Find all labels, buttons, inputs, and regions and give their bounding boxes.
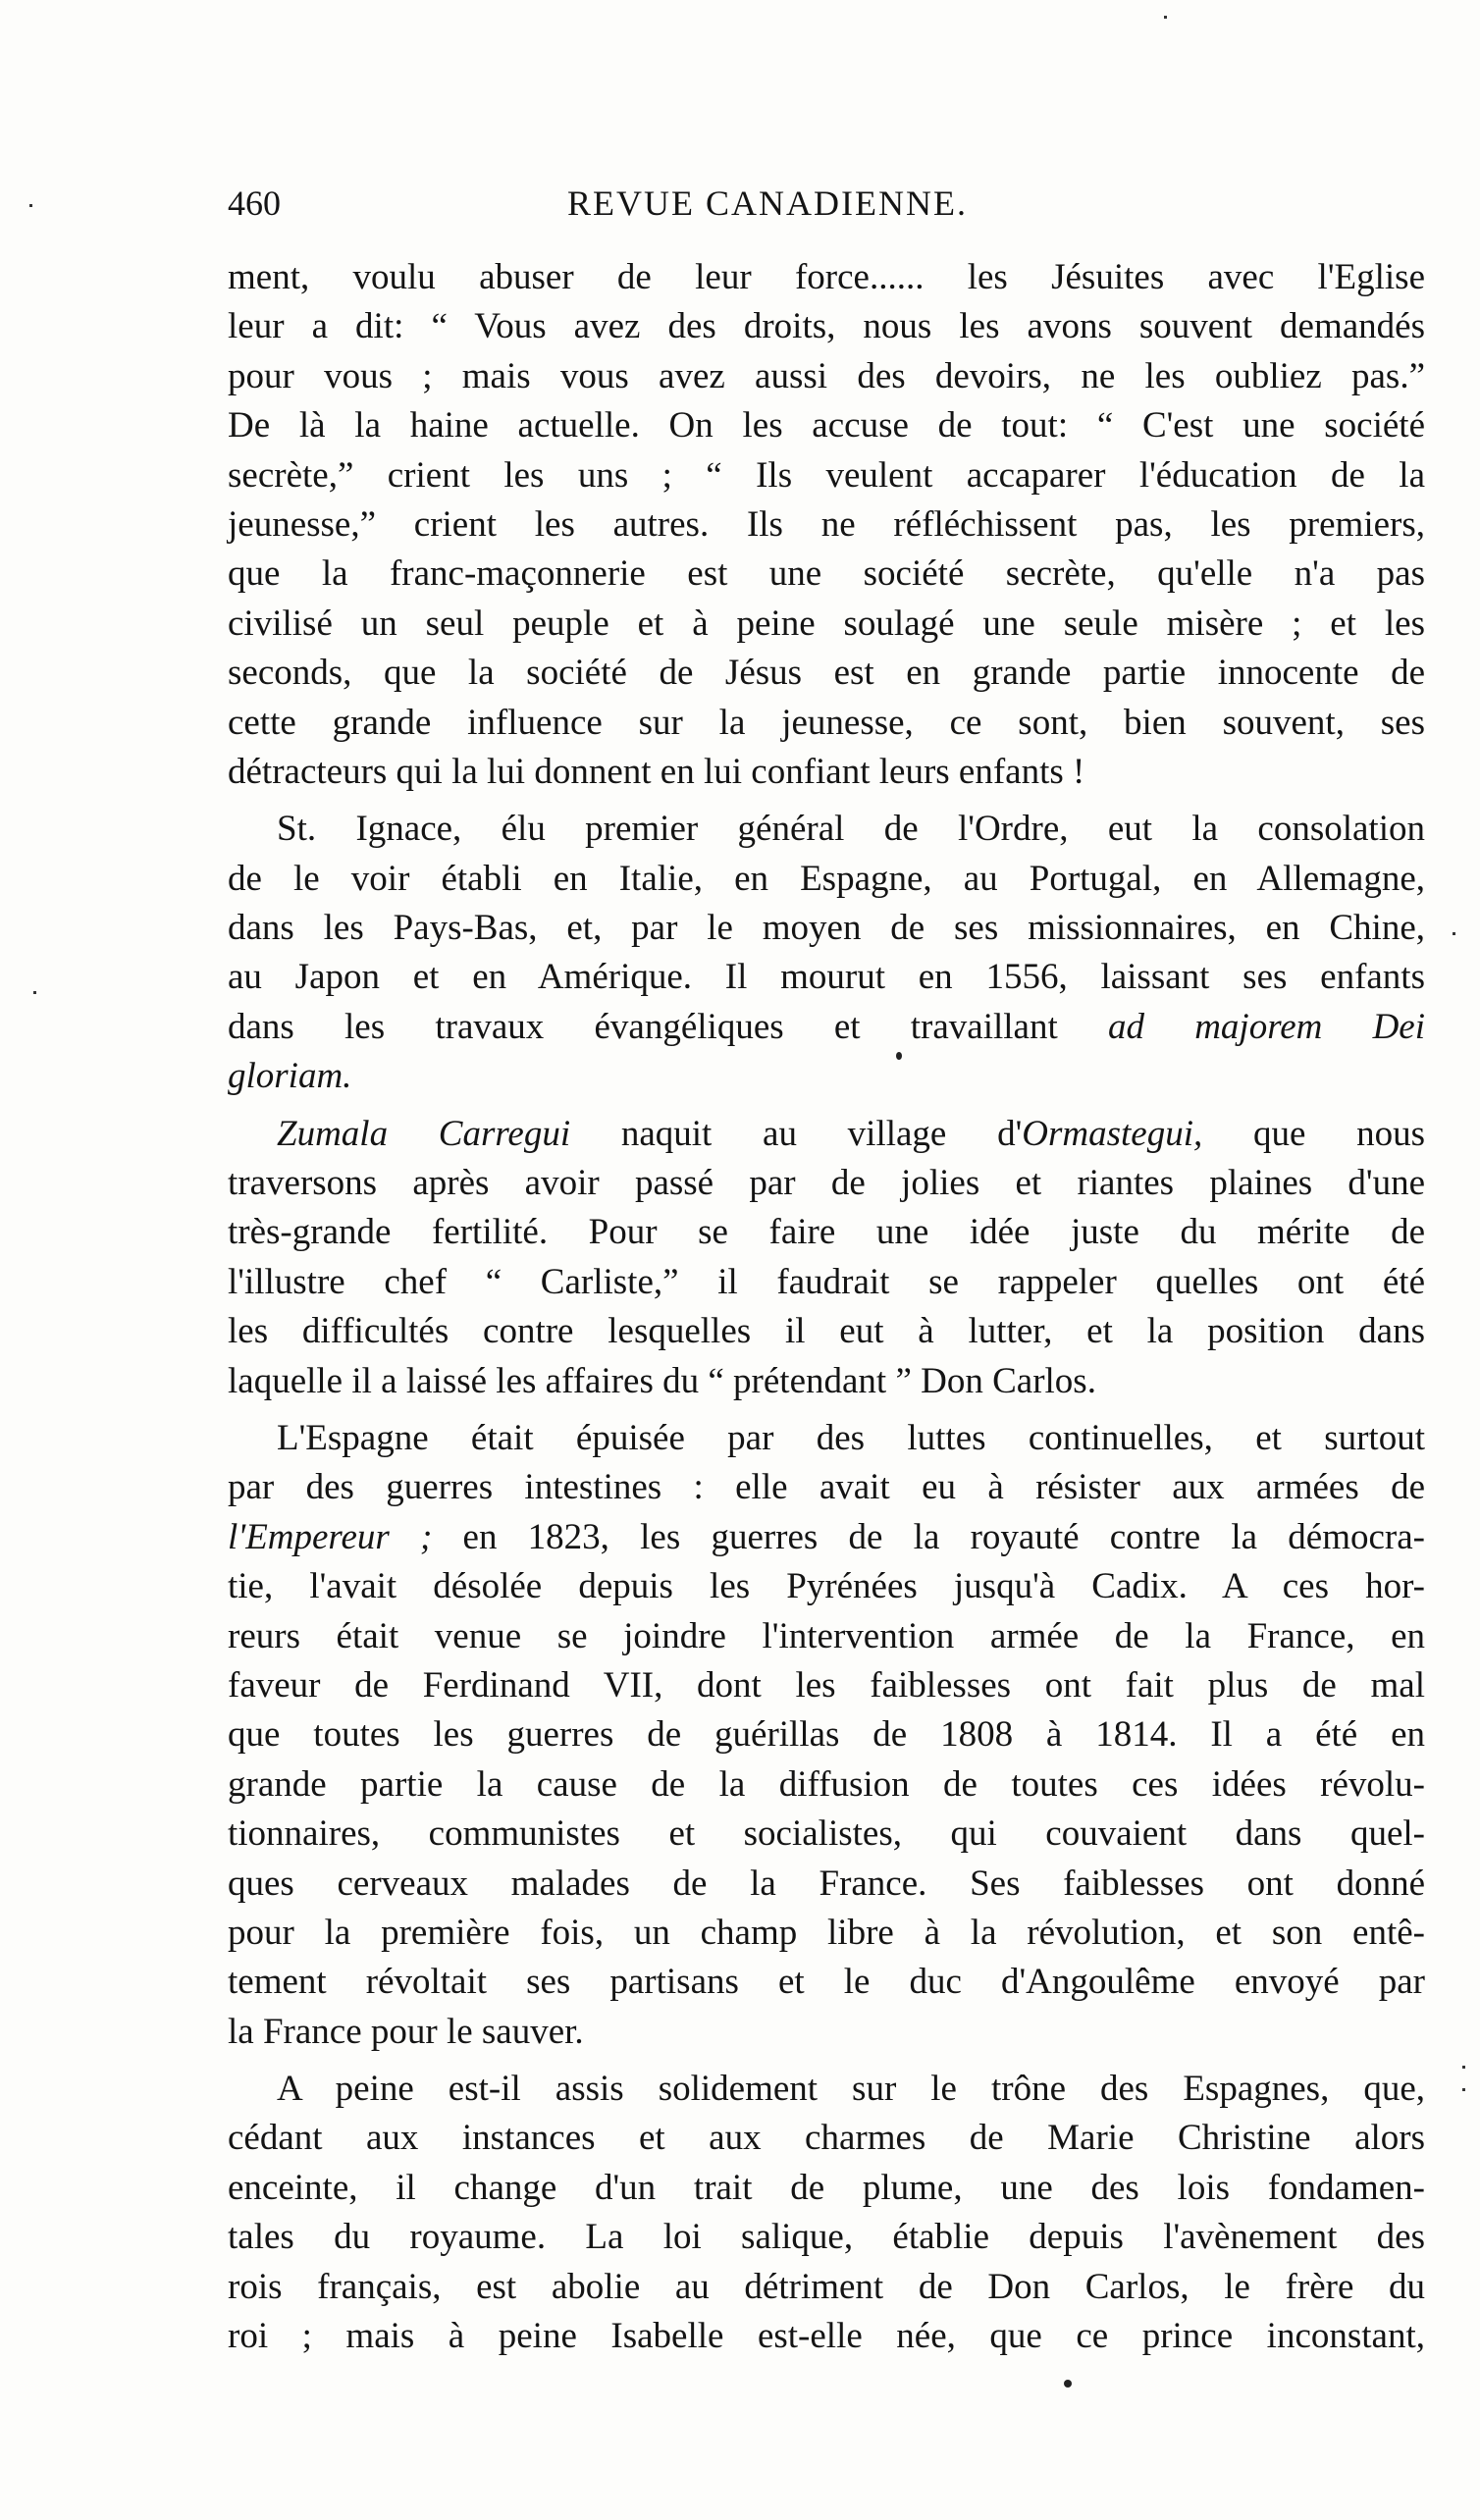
text-line xyxy=(228,1003,1425,1052)
margin-mark xyxy=(1164,16,1167,19)
text-line: cette grande influence sur la jeunesse, ce sont, bien souvent, ses xyxy=(228,702,1425,743)
person-name: Zumala Carregui xyxy=(277,1113,571,1154)
journal-title: REVUE CANADIENNE. xyxy=(567,184,968,223)
text-line: les difficultés contre lesquelles il eut à lutter, et la position dans xyxy=(228,1311,1425,1352)
text-line: rois français, est abolie au détriment de Don Carlos, le frère du xyxy=(228,2266,1425,2307)
text-line: que toutes les guerres de guérillas de 1808 à 1814. Il a été en xyxy=(228,1714,1425,1756)
text-line: seconds, que la société de Jésus est en grande partie innocente de xyxy=(228,653,1425,694)
text-line: cédant aux instances et aux charmes de Marie Christine alors xyxy=(228,2118,1425,2159)
place-name: Ormastegui, xyxy=(1022,1113,1203,1154)
text-line: ques cerveaux malades de la France. Ses faiblesses ont donné xyxy=(228,1863,1425,1904)
text-line: grande partie la cause de la diffusion de toutes ces idées révolu- xyxy=(228,1763,1425,1805)
text-line: L'Espagne était épuisée par des luttes continuelles, et surtout xyxy=(277,1417,1425,1458)
text-line: la France pour le sauver. xyxy=(228,2011,584,2052)
paragraph-1 xyxy=(228,253,1425,797)
ink-speck xyxy=(1064,2380,1072,2388)
text-segment: l'Empereur ; xyxy=(228,1516,433,1557)
text-line: civilisé un seul peuple et à peine soulagé une seule misère ; et les xyxy=(228,603,1425,644)
margin-mark xyxy=(29,204,32,207)
text-line: pour vous ; mais vous avez aussi des devoirs, ne les oubliez pas.” xyxy=(228,355,1425,396)
text-line: par des guerres intestines : elle avait eu à résister aux armées de xyxy=(228,1467,1425,1508)
text-segment: dans les travaux évangéliques et travaillant xyxy=(228,1006,1058,1047)
margin-mark xyxy=(33,991,36,994)
text-line: dans les Pays-Bas, et, par le moyen de ses missionnaires, en Chine, xyxy=(228,908,1425,949)
text-line: de le voir établi en Italie, en Espagne, au Portugal, en Allemagne, xyxy=(228,858,1425,899)
text-line: secrète,” crient les uns ; “ Ils veulent accaparer l'éducation de la xyxy=(228,454,1425,496)
text-line: faveur de Ferdinand VII, dont les faiblesses ont fait plus de mal xyxy=(228,1664,1425,1706)
paragraph-4 xyxy=(228,1414,1425,2057)
text-line: gloriam. xyxy=(228,1056,352,1097)
text-line: laquelle il a laissé les affaires du “ prétendant ” Don Carlos. xyxy=(228,1360,1096,1401)
text-line xyxy=(228,1513,1425,1562)
margin-mark xyxy=(1462,2088,1465,2091)
body-text xyxy=(228,253,1425,2361)
page-number: 460 xyxy=(228,184,281,223)
text-line: très-grande fertilité. Pour se faire une idée juste du mérite de xyxy=(228,1212,1425,1253)
margin-mark xyxy=(1462,2066,1465,2069)
running-head xyxy=(228,179,1425,228)
text-line xyxy=(228,1110,1425,1159)
text-line: tement révoltait ses partisans et le duc d'Angoulême envoyé par xyxy=(228,1962,1425,2003)
text-line: pour la première fois, un champ libre à la révolution, et son entê- xyxy=(228,1912,1425,1953)
text-line: au Japon et en Amérique. Il mourut en 1556, laissant ses enfants xyxy=(228,957,1425,998)
text-line: détracteurs qui la lui donnent en lui confiant leurs enfants ! xyxy=(228,751,1085,792)
paragraph-5 xyxy=(228,2065,1425,2361)
text-line: reurs était venue se joindre l'intervention armée de la France, en xyxy=(228,1615,1425,1656)
text-segment: en 1823, les guerres de la royauté contre la démocra- xyxy=(432,1516,1425,1557)
ink-speck xyxy=(896,1052,902,1060)
text-line: St. Ignace, élu premier général de l'Ordre, eut la consolation xyxy=(277,809,1425,850)
text-line: l'illustre chef “ Carliste,” il faudrait se rappeler quelles ont été xyxy=(228,1261,1425,1302)
text-line: ment, voulu abuser de leur force...... les Jésuites avec l'Eglise xyxy=(228,257,1425,297)
text-line: tales du royaume. La loi salique, établie depuis l'avènement des xyxy=(228,2217,1425,2258)
text-line: que la franc-maçonnerie est une société secrète, qu'elle n'a pas xyxy=(228,553,1425,595)
text-line: A peine est-il assis solidement sur le trône des Espagnes, que, xyxy=(277,2069,1425,2110)
paragraph-2 xyxy=(228,805,1425,1101)
text-line: leur a dit: “ Vous avez des droits, nous les avons souvent demandés xyxy=(228,306,1425,347)
text-line: De là la haine actuelle. On les accuse de tout: “ C'est une société xyxy=(228,405,1425,446)
text-line: traversons après avoir passé par de jolies et riantes plaines d'une xyxy=(228,1163,1425,1204)
paragraph-3 xyxy=(228,1110,1425,1406)
text-segment: que nous xyxy=(1202,1113,1425,1154)
text-line: roi ; mais à peine Isabelle est-elle née, que ce prince inconstant, xyxy=(228,2316,1425,2357)
text-line: enceinte, il change d'un trait de plume, une des lois fondamen- xyxy=(228,2167,1425,2208)
margin-mark xyxy=(1453,932,1455,935)
text-line: tie, l'avait désolée depuis les Pyrénées jusqu'à Cadix. A ces hor- xyxy=(228,1566,1425,1607)
text-line: tionnaires, communistes et socialistes, qui couvaient dans quel- xyxy=(228,1813,1425,1855)
text-line: jeunesse,” crient les autres. Ils ne réfléchissent pas, les premiers, xyxy=(228,503,1425,545)
text-segment: naquit au village d' xyxy=(570,1113,1023,1154)
latin-phrase: ad majorem Dei xyxy=(1107,1006,1425,1047)
